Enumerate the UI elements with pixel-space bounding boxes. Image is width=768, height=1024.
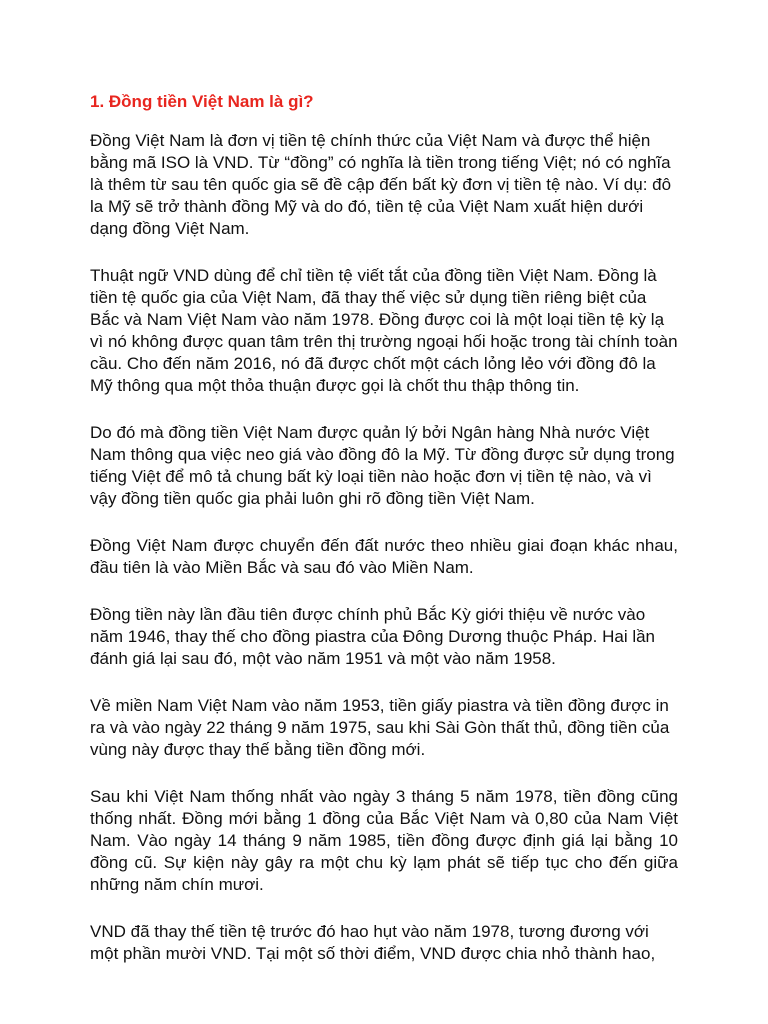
- paragraph-7: Sau khi Việt Nam thống nhất vào ngày 3 tháng 5 năm 1978, tiền đồng cũng thống nhất. Đồng mới bằng 1 đồng của Bắc Việt Nam và 0,80 của Nam Việt Nam. Vào ngày 14 tháng 9 năm 1985, tiền đồng được định giá lại bằng 10 đồng cũ. Sự kiện này gây ra một chu kỳ lạm phát sẽ tiếp tục cho đến giữa những năm chín mươi.: [90, 787, 678, 894]
- document-page: [90, 91, 678, 990]
- paragraph-6: Về miền Nam Việt Nam vào năm 1953, tiền giấy piastra và tiền đồng được in ra và vào ngày 22 tháng 9 năm 1975, sau khi Sài Gòn thất thủ, đồng tiền của vùng này được thay thế bằng tiền đồng mới.: [90, 696, 670, 759]
- paragraph-1: Đồng Việt Nam là đơn vị tiền tệ chính thức của Việt Nam và được thể hiện bằng mã ISO là VND. Từ “đồng” có nghĩa là tiền trong tiếng Việt; nó có nghĩa là thêm từ sau tên quốc gia sẽ đề cập đến bất kỳ đơn vị tiền tệ nào. Ví dụ: đô la Mỹ sẽ trở thành đồng Mỹ và do đó, tiền tệ của Việt Nam xuất hiện dưới dạng đồng Việt Nam.: [90, 131, 672, 238]
- paragraph-3: Do đó mà đồng tiền Việt Nam được quản lý bởi Ngân hàng Nhà nước Việt Nam thông qua việc neo giá vào đồng đô la Mỹ. Từ đồng được sử dụng trong tiếng Việt để mô tả chung bất kỳ loại tiền nào hoặc đơn vị tiền tệ nào, và vì vậy đồng tiền quốc gia phải luôn ghi rõ đồng tiền Việt Nam.: [90, 423, 675, 508]
- paragraph-4: Đồng Việt Nam được chuyển đến đất nước theo nhiều giai đoạn khác nhau, đầu tiên là vào Miền Bắc và sau đó vào Miền Nam.: [90, 536, 678, 577]
- paragraph-8: VND đã thay thế tiền tệ trước đó hao hụt vào năm 1978, tương đương với một phần mười VND. Tại một số thời điểm, VND được chia nhỏ thành hao,: [90, 922, 656, 963]
- section-heading: 1. Đồng tiền Việt Nam là gì?: [90, 92, 314, 111]
- paragraph-5: Đồng tiền này lần đầu tiên được chính phủ Bắc Kỳ giới thiệu về nước vào năm 1946, thay thế cho đồng piastra của Đông Dương thuộc Pháp. Hai lần đánh giá lại sau đó, một vào năm 1951 và một vào năm 1958.: [90, 605, 656, 668]
- paragraph-2: Thuật ngữ VND dùng để chỉ tiền tệ viết tắt của đồng tiền Việt Nam. Đồng là tiền tệ quốc gia của Việt Nam, đã thay thế việc sử dụng tiền riêng biệt của Bắc và Nam Việt Nam vào năm 1978. Đồng được coi là một loại tiền tệ kỳ lạ vì nó không được quan tâm trên thị trường ngoại hối hoặc trong tài chính toàn cầu. Cho đến năm 2016, nó đã được chốt một cách lỏng lẻo với đồng đô la Mỹ thông qua một thỏa thuận được gọi là chốt thu thập thông tin.: [90, 266, 678, 395]
